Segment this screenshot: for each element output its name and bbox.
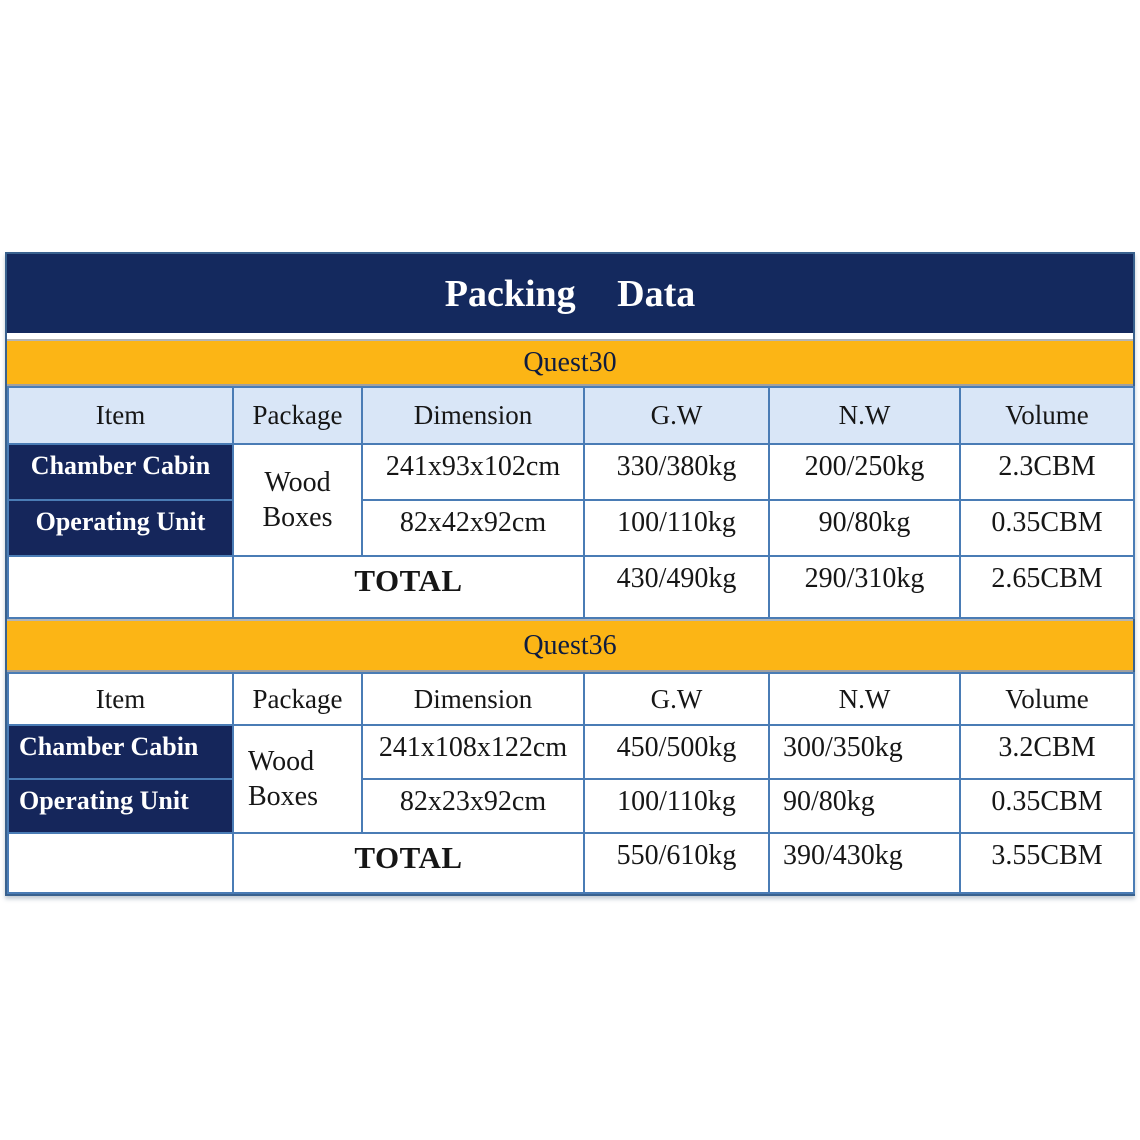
section-band-quest36: Quest36 <box>7 619 1133 672</box>
package-cell: Wood Boxes <box>233 725 362 833</box>
gw-cell: 450/500kg <box>584 725 769 779</box>
total-gw-cell: 550/610kg <box>584 833 769 893</box>
volume-cell: 0.35CBM <box>960 779 1134 833</box>
nw-cell: 90/80kg <box>769 500 960 556</box>
empty-cell <box>8 833 233 893</box>
dimension-cell: 241x93x102cm <box>362 444 584 500</box>
col-header-volume: Volume <box>960 387 1134 444</box>
dimension-cell: 241x108x122cm <box>362 725 584 779</box>
total-volume-cell: 3.55CBM <box>960 833 1134 893</box>
col-header-volume: Volume <box>960 673 1134 725</box>
item-label: Chamber Cabin <box>8 444 233 500</box>
nw-cell: 200/250kg <box>769 444 960 500</box>
volume-cell: 0.35CBM <box>960 500 1134 556</box>
table-row <box>8 725 1134 779</box>
header-row <box>8 387 1134 444</box>
nw-cell: 300/350kg <box>769 725 960 779</box>
item-label: Operating Unit <box>8 779 233 833</box>
table-row <box>8 779 1134 833</box>
section-quest36 <box>7 619 1133 894</box>
col-header-package: Package <box>233 673 362 725</box>
dimension-cell: 82x42x92cm <box>362 500 584 556</box>
item-label: Chamber Cabin <box>8 725 233 779</box>
section-quest30 <box>7 339 1133 619</box>
dimension-cell: 82x23x92cm <box>362 779 584 833</box>
item-label: Operating Unit <box>8 500 233 556</box>
quest36-table <box>7 672 1135 894</box>
total-label: TOTAL <box>233 833 584 893</box>
nw-cell: 90/80kg <box>769 779 960 833</box>
table-row <box>8 444 1134 500</box>
total-row <box>8 556 1134 618</box>
col-header-gw: G.W <box>584 673 769 725</box>
col-header-gw: G.W <box>584 387 769 444</box>
volume-cell: 3.2CBM <box>960 725 1134 779</box>
total-gw-cell: 430/490kg <box>584 556 769 618</box>
total-nw-cell: 390/430kg <box>769 833 960 893</box>
package-cell: Wood Boxes <box>233 444 362 556</box>
col-header-item: Item <box>8 387 233 444</box>
header-row <box>8 673 1134 725</box>
col-header-nw: N.W <box>769 387 960 444</box>
col-header-dimension: Dimension <box>362 387 584 444</box>
section-band-quest30: Quest30 <box>7 339 1133 386</box>
packing-data-table <box>5 252 1135 896</box>
col-header-item: Item <box>8 673 233 725</box>
table-row <box>8 500 1134 556</box>
table-title-bar <box>7 254 1133 333</box>
gw-cell: 330/380kg <box>584 444 769 500</box>
gw-cell: 100/110kg <box>584 779 769 833</box>
table-title: Packing Data <box>444 272 696 315</box>
col-header-nw: N.W <box>769 673 960 725</box>
total-label: TOTAL <box>233 556 584 618</box>
col-header-dimension: Dimension <box>362 673 584 725</box>
total-row <box>8 833 1134 893</box>
col-header-package: Package <box>233 387 362 444</box>
volume-cell: 2.3CBM <box>960 444 1134 500</box>
total-volume-cell: 2.65CBM <box>960 556 1134 618</box>
gw-cell: 100/110kg <box>584 500 769 556</box>
empty-cell <box>8 556 233 618</box>
quest30-table <box>7 386 1135 619</box>
total-nw-cell: 290/310kg <box>769 556 960 618</box>
